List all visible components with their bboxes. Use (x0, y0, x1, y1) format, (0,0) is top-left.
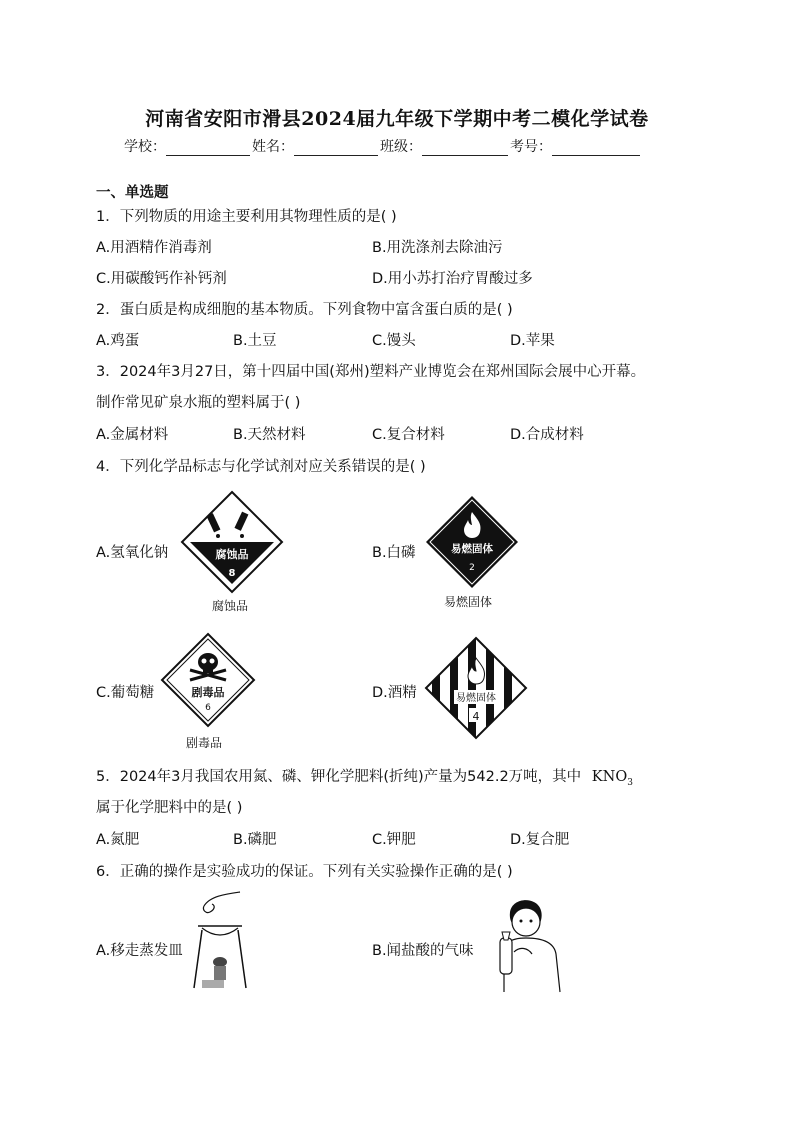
q4-option-d[interactable]: D.酒精 (372, 685, 417, 701)
toxic-sign-num: 6 (205, 703, 211, 713)
flammable-solid-striped-sign-icon (424, 636, 528, 740)
formula-main: KNO (591, 769, 628, 785)
flammable-solid-sign-icon (424, 494, 520, 590)
kno3-formula (591, 769, 633, 788)
toxic-sign-text: 剧毒品 (191, 686, 225, 699)
q6-option-a[interactable]: A.移走蒸发皿 (96, 943, 183, 959)
q3-option-d[interactable]: D.合成材料 (510, 427, 584, 443)
toxic-caption: 剧毒品 (186, 736, 223, 750)
question-5-stem-cont: 属于化学肥料中的是( ) (96, 800, 243, 816)
question-3-stem-cont: 制作常见矿泉水瓶的塑料属于( ) (96, 395, 301, 411)
corrosive-sign-num: 8 (228, 568, 236, 579)
q4-option-c[interactable]: C.葡萄糖 (96, 685, 155, 701)
q2-option-b[interactable]: B.土豆 (233, 333, 277, 349)
evaporating-dish-illustration (190, 888, 250, 992)
q5-option-d[interactable]: D.复合肥 (510, 832, 570, 848)
striped-sign-text: 易燃固体 (456, 693, 496, 704)
class-field[interactable] (422, 139, 508, 156)
school-field[interactable] (166, 139, 250, 156)
q2-option-c[interactable]: C.馒头 (372, 333, 416, 349)
q6-option-b[interactable]: B.闻盐酸的气味 (372, 943, 474, 959)
toxic-sign-icon (160, 632, 256, 728)
question-5-stem (96, 765, 633, 788)
corrosive-sign-text: 腐蚀品 (215, 548, 249, 561)
smelling-acid-illustration (484, 892, 570, 994)
exam-title: 河南省安阳市滑县2024届九年级下学期中考二模化学试卷 (145, 108, 649, 130)
question-4-stem: 4．下列化学品标志与化学试剂对应关系错误的是( ) (96, 459, 426, 475)
q4-option-a[interactable]: A.氢氧化钠 (96, 545, 169, 561)
flammable-caption: 易燃固体 (444, 595, 493, 609)
q3-option-c[interactable]: C.复合材料 (372, 427, 445, 443)
flammable-sign-text: 易燃固体 (451, 543, 493, 555)
student-info-row (124, 136, 642, 156)
q1-option-a[interactable]: A.用酒精作消毒剂 (96, 240, 212, 256)
number-label: 考号： (510, 139, 552, 155)
q5-option-b[interactable]: B.磷肥 (233, 832, 277, 848)
q2-option-a[interactable]: A.鸡蛋 (96, 333, 140, 349)
q1-option-b[interactable]: B.用洗涤剂去除油污 (372, 240, 503, 256)
corrosive-sign-icon (180, 490, 284, 594)
name-field[interactable] (294, 139, 378, 156)
q3-option-b[interactable]: B.天然材料 (233, 427, 306, 443)
q5-option-c[interactable]: C.钾肥 (372, 832, 416, 848)
question-1-stem: 1．下列物质的用途主要利用其物理性质的是( ) (96, 209, 397, 225)
question-2-stem: 2．蛋白质是构成细胞的基本物质。下列食物中富含蛋白质的是( ) (96, 302, 513, 318)
flammable-sign-num: 2 (469, 563, 475, 573)
question-6-stem: 6．正确的操作是实验成功的保证。下列有关实验操作正确的是( ) (96, 864, 513, 880)
striped-sign-num: 4 (472, 710, 480, 723)
q3-option-a[interactable]: A.金属材料 (96, 427, 169, 443)
question-5-stem-text: 5．2024年3月我国农用氮、磷、钾化学肥料(折纯)产量为542.2万吨，其中 (96, 769, 582, 785)
section-title: 一、单选题 (96, 185, 169, 201)
name-label: 姓名： (252, 139, 294, 155)
formula-subscript: 3 (627, 777, 633, 788)
q4-option-b[interactable]: B.白磷 (372, 545, 416, 561)
number-field[interactable] (552, 139, 640, 156)
q2-option-d[interactable]: D.苹果 (510, 333, 555, 349)
q5-option-a[interactable]: A.氮肥 (96, 832, 140, 848)
corrosive-caption: 腐蚀品 (212, 599, 249, 613)
question-3-stem: 3．2024年3月27日，第十四届中国(郑州)塑料产业博览会在郑州国际会展中心开幕。 (96, 364, 646, 380)
school-label: 学校： (124, 139, 166, 155)
q1-option-c[interactable]: C.用碳酸钙作补钙剂 (96, 271, 227, 287)
q1-option-d[interactable]: D.用小苏打治疗胃酸过多 (372, 271, 533, 287)
class-label: 班级： (380, 139, 422, 155)
